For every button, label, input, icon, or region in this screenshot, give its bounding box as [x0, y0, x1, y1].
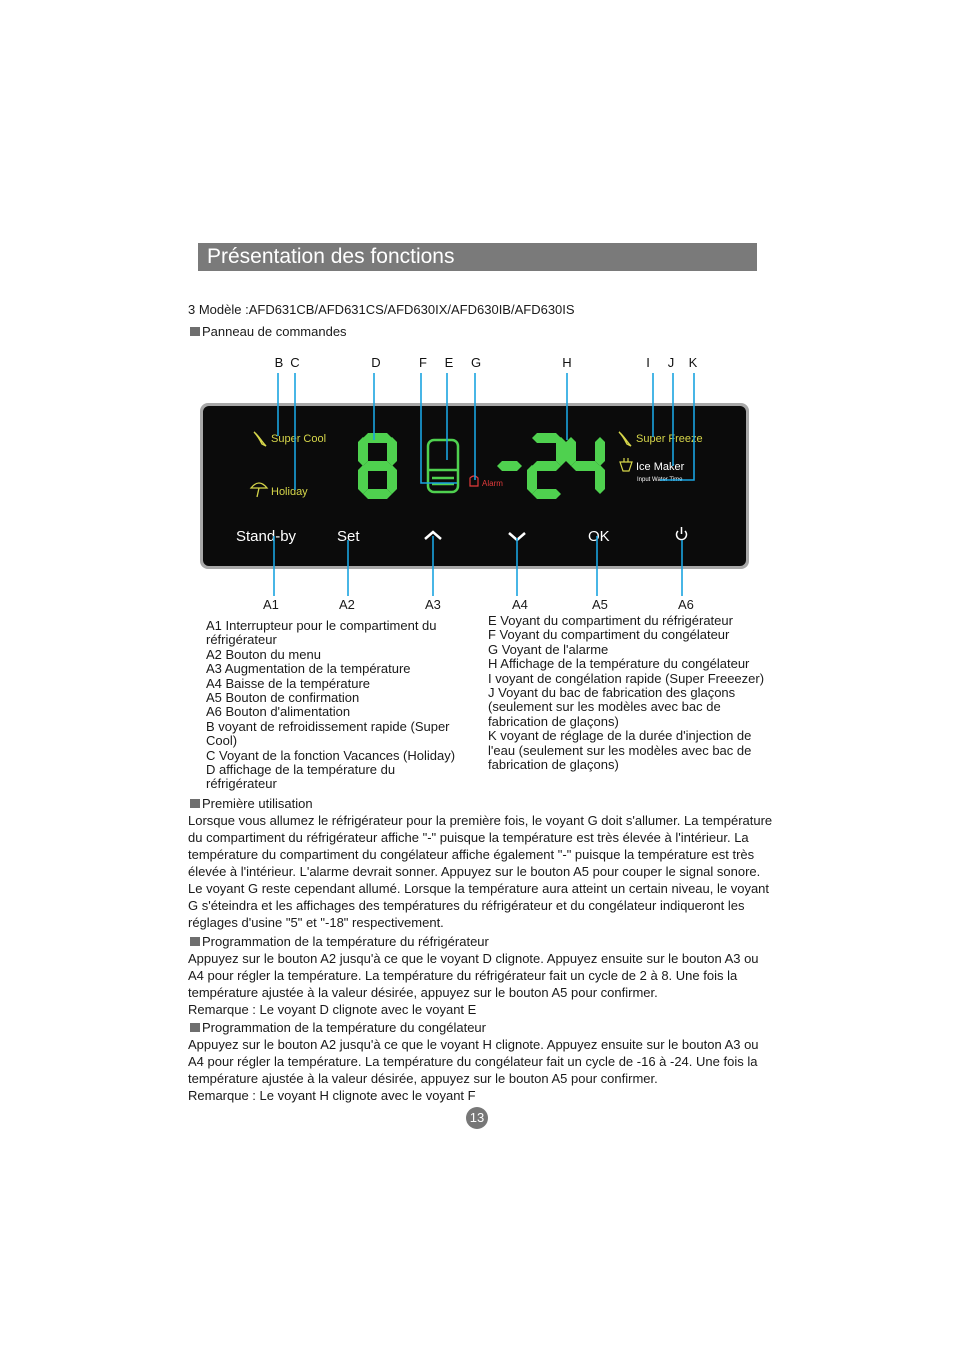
- super-cool-label: Super Cool: [271, 433, 327, 445]
- legend-item: H Affichage de la température du congélateur: [488, 656, 750, 672]
- section-heading-freezer-setting: [190, 1020, 486, 1035]
- legend-item: A3 Augmentation de la température: [206, 661, 411, 677]
- callout-label-a6: A6: [678, 597, 694, 612]
- paragraph-line: Remarque : Le voyant H clignote avec le voyant F: [188, 1088, 476, 1103]
- paragraph-line: Appuyez sur le bouton A2 jusqu'à ce que le voyant H clignote. Appuyez ensuite sur le bouton A3 ou: [188, 1037, 759, 1052]
- paragraph-line: Remarque : Le voyant D clignote avec le voyant E: [188, 1002, 477, 1017]
- legend-item: J Voyant du bac de fabrication des glaçons: [488, 685, 736, 701]
- paragraph-line: du compartiment du réfrigérateur affiche "-" puisque la température est très élevée à l'intérieur. La: [188, 830, 749, 845]
- legend-item: I voyant de congélation rapide (Super Freeezer): [488, 670, 765, 686]
- section-body-first-use: [188, 812, 772, 931]
- callout-letter-k: K: [688, 355, 698, 370]
- paragraph-line: Appuyez sur le bouton A2 jusqu'à ce que le voyant D clignote. Appuyez ensuite sur le bouton A3 ou: [188, 951, 759, 966]
- ok-button[interactable]: OK: [588, 528, 610, 545]
- paragraph-line: Le voyant G reste cependant allumé. Lorsque la température aura atteint un certain niveau, le voyant: [188, 881, 770, 896]
- legend-item: A5 Bouton de confirmation: [206, 690, 360, 706]
- section-heading-fridge-setting: [190, 934, 489, 949]
- callout-label-a5: A5: [592, 597, 608, 612]
- section-body-freezer-setting: [188, 1036, 759, 1104]
- paragraph-line: A4 pour régler la température. La température du réfrigérateur fait un cycle de 2 à 8. Une fois la: [188, 968, 738, 983]
- legend-item: A1 Interrupteur pour le compartiment du: [206, 618, 437, 633]
- legend-item: (seulement sur les modèles avec bac de: [488, 699, 721, 715]
- legend-left: [206, 619, 455, 792]
- section-heading-text: Programmation de la température du congélateur: [202, 1020, 486, 1035]
- callout-label-a3: A3: [425, 597, 441, 612]
- legend-item: A6 Bouton d'alimentation: [206, 704, 351, 720]
- section-heading-text: Programmation de la température du réfrigérateur: [202, 934, 489, 949]
- input-water-time-label: Input Water Time: [637, 477, 683, 483]
- section-body-fridge-setting: [188, 950, 759, 1018]
- legend-item: Cool): [206, 733, 238, 749]
- legend-item: fabrication de glaçons): [488, 713, 619, 729]
- callout-letter-d: D: [371, 355, 381, 370]
- legend-item: E Voyant du compartiment du réfrigérateur: [488, 613, 733, 628]
- paragraph-line: élevée à l'intérieur. L'alarme devrait sonner. Appuyez sur le bouton A5 pour couper le signal sonore.: [188, 864, 761, 879]
- callout-letter-b: B: [274, 355, 284, 370]
- legend-item: A4 Baisse de la température: [206, 675, 371, 691]
- paragraph-line: température ajustée à la valeur désirée, appuyez sur le bouton A5 pour confirmer.: [188, 985, 658, 1000]
- legend-item: F Voyant du compartiment du congélateur: [488, 627, 730, 643]
- bullet-square-icon: [190, 1023, 200, 1032]
- alarm-label: Alarm: [482, 479, 503, 488]
- callout-letter-f: F: [419, 355, 427, 370]
- bullet-square-icon: [190, 937, 200, 946]
- legend-item: C Voyant de la fonction Vacances (Holiday): [206, 747, 456, 763]
- paragraph-line: température ajustée à la valeur désirée, appuyez sur le bouton A5 pour confirmer.: [188, 1071, 658, 1086]
- paragraph-line: température du compartiment du congélateur affiche également "-" puisque la température est très: [188, 847, 755, 862]
- callout-letter-h: H: [562, 355, 572, 370]
- legend-item: D affichage de la température du: [206, 762, 396, 778]
- section-heading-text: Première utilisation: [202, 796, 313, 811]
- legend-right: [488, 614, 764, 772]
- callout-letter-e: E: [444, 355, 454, 370]
- paragraph-line: Lorsque vous allumez le réfrigérateur pour la première fois, le voyant G doit s'allumer. La température: [188, 813, 773, 828]
- legend-item: réfrigérateur: [206, 632, 277, 648]
- paragraph-line: A4 pour régler la température. La température du congélateur fait un cycle de -16 à -24. Une fois la: [188, 1054, 758, 1069]
- paragraph-line: réglages d'usine "5" et "-18" respectivement.: [188, 915, 444, 930]
- legend-item: l'eau (seulement sur les modèles avec bac de: [488, 742, 752, 758]
- ice-maker-label: Ice Maker: [636, 461, 685, 473]
- set-button[interactable]: Set: [337, 528, 360, 545]
- callout-label-a2: A2: [339, 597, 355, 612]
- control-panel-diagram: [0, 0, 954, 620]
- callout-letter-c: C: [290, 355, 300, 370]
- legend-item: B voyant de refroidissement rapide (Super: [206, 718, 450, 734]
- model-line: 3 Modèle :AFD631CB/AFD631CS/AFD630IX/AFD630IB/AFD630IS: [188, 302, 575, 317]
- callout-label-a1: A1: [263, 597, 279, 612]
- super-freeze-label: Super Freeze: [636, 433, 703, 445]
- callout-letter-i: I: [646, 355, 650, 370]
- legend-item: A2 Bouton du menu: [206, 646, 321, 662]
- callout-letter-j: J: [667, 355, 675, 370]
- paragraph-line: G s'éteindra et les affichages des températures du réfrigérateur et du congélateur indiqueront les: [188, 898, 745, 913]
- panel-heading-text: Panneau de commandes: [202, 324, 347, 339]
- legend-item: G Voyant de l'alarme: [488, 641, 609, 657]
- fridge-temperature-digit: [358, 433, 397, 499]
- section-heading-first-use: [190, 796, 313, 811]
- legend-item: réfrigérateur: [206, 776, 277, 792]
- page-number: 13: [466, 1107, 488, 1129]
- bullet-square-icon: [190, 799, 200, 808]
- legend-item: fabrication de glaçons): [488, 757, 619, 773]
- standby-button[interactable]: Stand-by: [236, 528, 297, 545]
- legend-item: K voyant de réglage de la durée d'injection de: [488, 728, 752, 744]
- page-title: Présentation des fonctions: [207, 245, 455, 268]
- callout-letter-g: G: [470, 355, 482, 370]
- holiday-label: Holiday: [271, 486, 308, 498]
- callout-label-a4: A4: [512, 597, 528, 612]
